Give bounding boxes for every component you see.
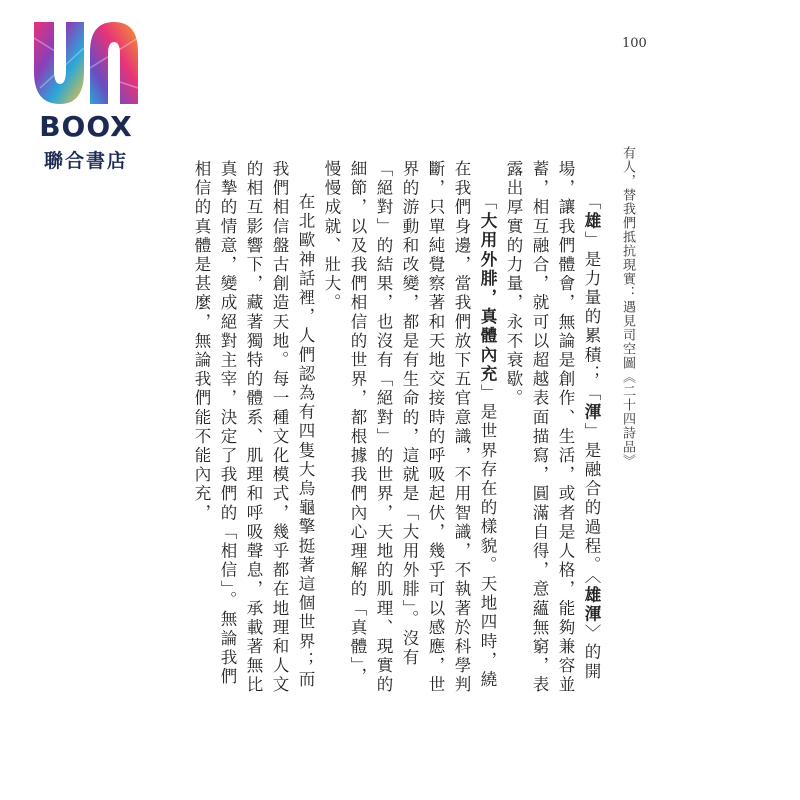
text-segment: 「 — [478, 193, 497, 213]
store-logo[interactable] — [30, 18, 150, 172]
bold-text: 雄 — [582, 212, 601, 232]
text-segment: 在北歐神話裡，人們認為有四隻大烏龜擎挺著這個世界；而我們相信盤古創造天地。每一種文化模式，幾乎都在地理和人文的相互影響下，藏著獨特的體系、肌理和呼吸聲息，承載著無比真摯的情意，變成絕對主宰，決定了我們的「相信」。無論我們相信的真體是甚麼，無論我們能不能內充， — [192, 160, 315, 695]
text-segment: 」是世界存在的樣貌。天地四時，繞在我們身邊，當我們放下五官意識，不用智識，不執著於科學判斷，只單純覺察著和天地交接時的呼吸起伏，幾乎可以感應，世界的游動和改變，都是有生命的，這就是「大用外腓」。沒有「絕對」的結果，也沒有「絕對」的世界，天地的肌理、現實的細節，以及我們相信的世界，都根據我們內心理解的「真體」，慢慢成就、壯大。 — [322, 160, 497, 695]
paragraph — [318, 160, 500, 705]
un-logo-icon — [30, 18, 142, 108]
text-segment: 〉的開場，讓我們體會，無論是創作、生活，或者是人格，能夠兼容並蓄，相互融合，就可以超越表面描寫，圓滿自得，意蘊無窮，表露出厚實的力量，永不衰歇。 — [504, 160, 601, 695]
paragraph — [188, 160, 318, 705]
body-text — [192, 160, 604, 705]
text-segment: 」是力量的累積；「 — [582, 231, 601, 404]
bold-text: 大用外腓，真體內充 — [478, 212, 497, 385]
bold-text: 渾 — [582, 403, 601, 423]
text-segment: 「 — [582, 193, 601, 213]
paragraph — [500, 160, 604, 705]
logo-wordmark: BOOX — [39, 110, 133, 143]
running-header: 有人，替我們抵抗現實：遇見司空圖《二十四詩品》 — [620, 146, 635, 468]
page-number: 100 — [622, 36, 647, 51]
logo-store-name: 聯合書店 — [43, 150, 128, 172]
text-segment: 」是融合的過程。〈 — [582, 422, 601, 586]
bold-text: 雄渾 — [582, 585, 601, 625]
